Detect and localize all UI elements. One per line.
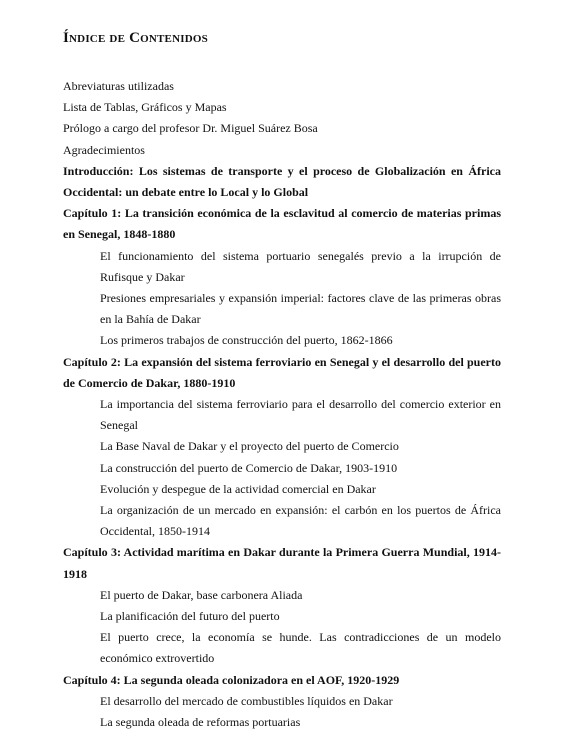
- toc-entry-section: El puerto crece, la economía se hunde. Las contradicciones de un modelo económico extrovertido: [100, 630, 501, 666]
- toc-entry-chapter-2: Capítulo 2: La expansión del sistema ferroviario en Senegal y el desarrollo del puerto de Comercio de Dakar, 1880-1910: [63, 354, 501, 390]
- toc-entry-section: El desarrollo del mercado de combustibles líquidos en Dakar: [100, 693, 393, 708]
- toc-entry-chapter-1: Capítulo 1: La transición económica de la esclavitud al comercio de materias primas en Senegal, 1848-1880: [63, 206, 501, 242]
- toc-entry-front: Lista de Tablas, Gráficos y Mapas: [63, 100, 227, 115]
- toc-entry-section: Presiones empresariales y expansión imperial: factores clave de las primeras obras en la Bahía de Dakar: [100, 291, 501, 327]
- toc-entry-chapter-3: Capítulo 3: Actividad marítima en Dakar durante la Primera Guerra Mundial, 1914-1918: [63, 545, 501, 581]
- toc-entry-section: El puerto de Dakar, base carbonera Aliada: [100, 587, 303, 602]
- toc-entry-front: Agradecimientos: [63, 142, 145, 157]
- page-title: Índice de Contenidos: [63, 30, 208, 46]
- toc-entry-section: Los primeros trabajos de construcción del puerto, 1862-1866: [100, 333, 393, 348]
- toc-entry-section: La planificación del futuro del puerto: [100, 609, 280, 624]
- toc-entry-introduction: Introducción: Los sistemas de transporte y el proceso de Globalización en África Occidental: un debate entre lo Local y lo Global: [63, 163, 501, 200]
- toc-entry-front: Prólogo a cargo del profesor Dr. Miguel Suárez Bosa: [63, 121, 318, 136]
- toc-entry-section: La organización de un mercado en expansión: el carbón en los puertos de África Occidental, 1850-1914: [100, 503, 501, 539]
- table-of-contents: [63, 76, 501, 733]
- toc-entry-section: Evolución y despegue de la actividad comercial en Dakar: [100, 481, 376, 496]
- toc-entry-section: La construcción del puerto de Comercio de Dakar, 1903-1910: [100, 460, 398, 475]
- toc-entry-section: La Base Naval de Dakar y el proyecto del puerto de Comercio: [100, 439, 399, 454]
- toc-entry-section: La segunda oleada de reformas portuarias: [100, 715, 301, 730]
- toc-entry-front: Abreviaturas utilizadas: [63, 79, 174, 93]
- toc-entry-section: El funcionamiento del sistema portuario senegalés previo a la irrupción de Rufisque y Dakar: [100, 248, 501, 284]
- toc-entry-chapter-4: Capítulo 4: La segunda oleada colonizadora en el AOF, 1920-1929: [63, 672, 400, 687]
- toc-entry-section: La importancia del sistema ferroviario para el desarrollo del comercio exterior en Senegal: [100, 397, 501, 433]
